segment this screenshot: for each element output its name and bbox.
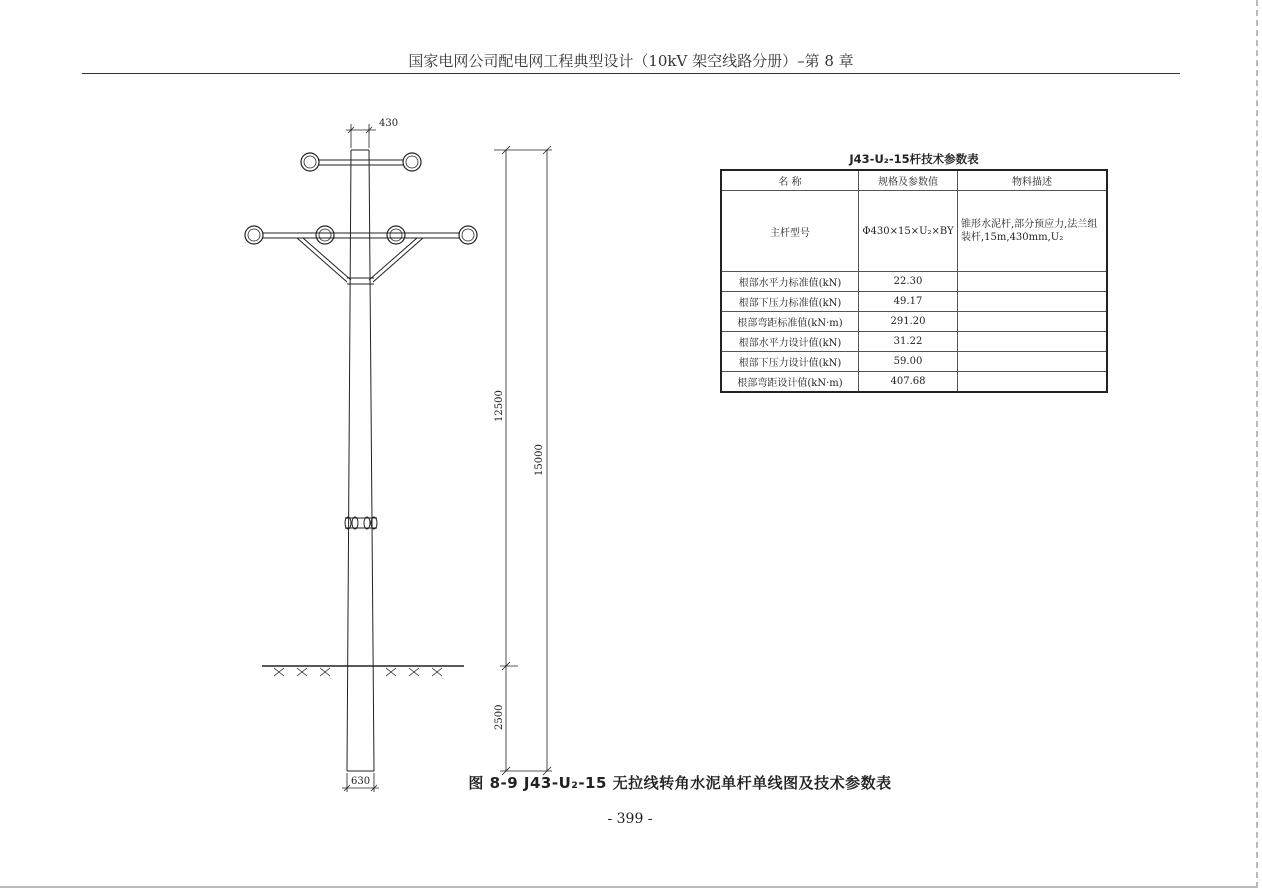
parameter-table (720, 169, 1108, 393)
table-title: J43-U₂-15杆技术参数表 (849, 152, 979, 166)
figure-caption: 图 8-9 J43-U₂-15 无拉线转角水泥单杆单线图及技术参数表 (468, 774, 892, 792)
table-row (721, 292, 1107, 312)
row-value: 59.00 (859, 352, 958, 372)
row-value: 31.22 (859, 332, 958, 352)
dim-base-width-label: 630 (351, 776, 371, 787)
row-description: 锥形水泥杆,部分预应力,法兰组装杆,15m,430mm,U₂ (958, 191, 1108, 272)
ground-line (262, 666, 464, 676)
dim-top-width-label: 430 (379, 118, 399, 129)
row-name: 根部下压力标准值(kN) (721, 292, 859, 312)
column-header-name: 名 称 (721, 170, 859, 191)
row-name: 根部下压力设计值(kN) (721, 352, 859, 372)
page-number: - 399 - (607, 811, 653, 827)
table-row (721, 332, 1107, 352)
row-description (958, 332, 1108, 352)
column-header-description: 物料描述 (958, 170, 1108, 191)
header-title: 国家电网公司配电网工程典型设计（10kV 架空线路分册）–第 8 章 (408, 52, 854, 70)
lower-crossarm (245, 226, 477, 284)
row-name: 根部弯距设计值(kN·m) (721, 372, 859, 393)
row-description (958, 272, 1108, 292)
table-row (721, 352, 1107, 372)
table-row (721, 312, 1107, 332)
pole-body (347, 150, 374, 771)
row-name: 根部水平力标准值(kN) (721, 272, 859, 292)
row-description (958, 292, 1108, 312)
row-name: 根部弯距标准值(kN·m) (721, 312, 859, 332)
row-value: Φ430×15×U₂×BY (859, 191, 958, 272)
dimension-top-width (346, 124, 376, 148)
row-value: 49.17 (859, 292, 958, 312)
row-description (958, 312, 1108, 332)
row-name: 主杆型号 (721, 191, 859, 272)
column-header-value: 规格及参数值 (859, 170, 958, 191)
table-row (721, 272, 1107, 292)
row-value: 407.68 (859, 372, 958, 393)
row-value: 291.20 (859, 312, 958, 332)
dim-buried-depth-label: 2500 (494, 704, 505, 730)
row-value: 22.30 (859, 272, 958, 292)
row-name: 根部水平力设计值(kN) (721, 332, 859, 352)
table-row (721, 191, 1107, 272)
table-header-row (721, 170, 1107, 191)
table-row (721, 372, 1107, 393)
row-description (958, 352, 1108, 372)
row-description (958, 372, 1108, 393)
top-crossarm (301, 153, 421, 171)
dim-above-ground-label: 12500 (494, 390, 505, 422)
dim-total-length-label: 15000 (534, 444, 545, 476)
